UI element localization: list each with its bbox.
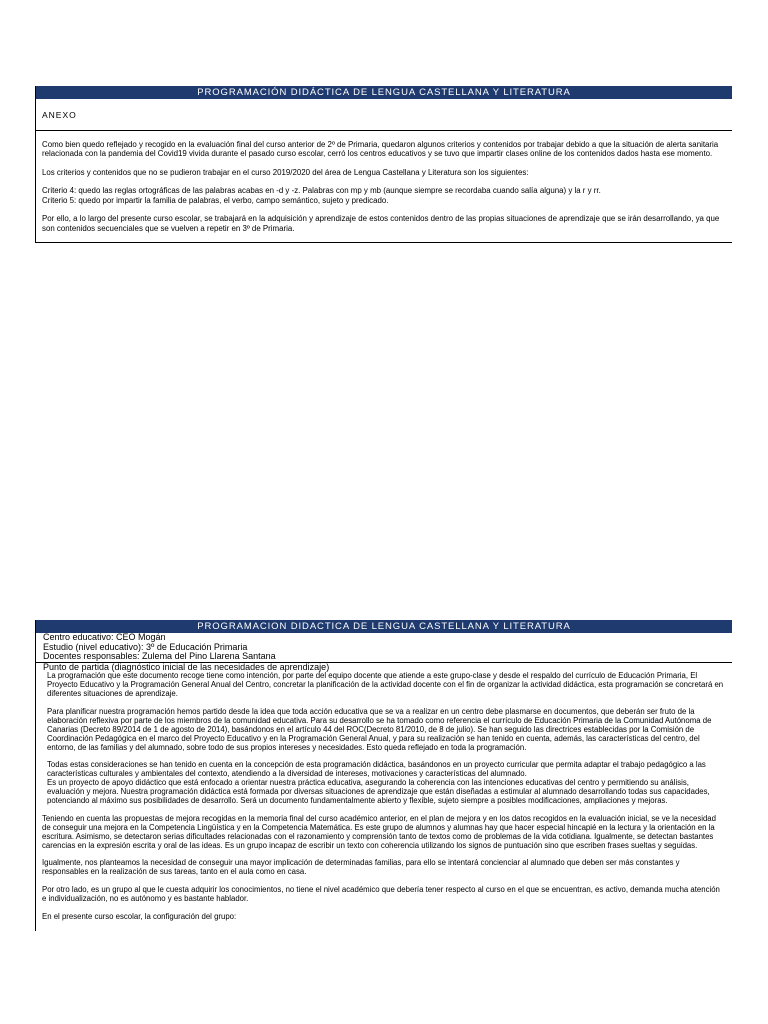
paragraph: La programación que este documento recoge tiene como intención, por parte del equipo docente que atiende a este grupo-clase y desde el respaldo del currículo de Educación Primaria, El Proyecto Educativo y la Programación General Anual del Centro, concretar la planificación de la actividad docente con el fin de organizar la actividad didáctica, esta programación se concretará en diferentes situaciones de aprendizaje.: [47, 671, 724, 699]
paragraph: Criterio 5: quedo por impartir la familia de palabras, el verbo, campo semántico, sujeto y predicado.: [42, 195, 389, 205]
paragraph: Teniendo en cuenta las propuestas de mejora recogidas en la memoria final del curso académico anterior, en el plan de mejora y en los datos recogidos en la evaluación inicial, se ve la necesidad de conseguir una mejora en la Competencia Lingüística y en la Competencia Matemática. Es este grupo de alumnos y alumnas hay que hacer especial hincapié en la lectura y la orientación en la escritura. Asimismo, se detectaron serias dificultades relacionadas con el razonamiento y comprensión tanto de textos como de problemas de la vida cotidiana. Igualmente, se detectan bastantes carencias en la expresión escrita y oral de las ideas. Es un grupo incapaz de escribir un texto con coherencia utilizando los signos de puntuación sino que escriben frases sueltas y seguidas.: [42, 813, 716, 850]
annex-body: [36, 131, 732, 243]
paragraph: Igualmente, nos planteamos la necesidad de conseguir una mayor implicación de determinadas familias, para ello se intentará concienciar al alumnado que deben ser más constantes y responsables en la realización de sus tareas, tanto en el aula como en casa.: [42, 858, 680, 877]
paragraph: Criterio 4: quedo las reglas ortográficas de las palabras acabas en -d y -z. Palabras con mp y mb (aunque siempre se recordaba cuando salía alguna) y la r y rr.: [42, 186, 601, 196]
education-level: Estudio (nivel educativo): 3º de Educación Primaria: [43, 641, 248, 652]
teachers: Docentes responsables: Zulema del Pino Llarena Santana: [43, 651, 276, 662]
paragraph: Como bien quedo reflejado y recogido en la evaluación final del curso anterior de 2º de Primaria, quedaron algunos criterios y contenidos por trabajar debido a que la situación de alerta sanitaria relacionada con la pandemia del Covid19 vivida durante el pasado curso escolar, cerró los centros educativos y se tuvo que impartir clases online de los contenidos dados hasta ese momento.: [42, 140, 719, 159]
starting-point-title: Punto de partida (diagnóstico inicial de las necesidades de aprendizaje): [43, 661, 330, 672]
paragraph: Todas estas consideraciones se han tenido en cuenta en la concepción de esta programación didáctica, basándonos en un proyecto curricular que permita adaptar el trabajo pedagógico a las características culturales y ambientales del contexto, atendiendo a la diversidad de intereses, motivaciones y características del alumnado.: [47, 760, 706, 779]
info-box: [36, 633, 732, 663]
annex-label: ANEXO: [36, 99, 732, 131]
program-section: [35, 620, 732, 931]
paragraph: Para planificar nuestra programación hemos partido desde la idea que toda acción educativa que se va a realizar en un centro debe plasmarse en documentos, que deberán ser fruto de la elaboración reflexiva por parte de los miembros de la comunidad educativa. Para su desarrollo se ha tomado como referencia el currículo de Educación Primaria de la Comunidad Autónoma de Canarias (Decreto 89/2014 de 1 de agosto de 2014), basándonos en el artículo 44 del ROC(Decreto 81/2010, de 8 de julio). Se han seguido las directrices establecidas por la Comisión de Coordinación Pedagógica en el marco del Proyecto Educativo y en la Programación General Anual, y para su realización se han tenido en cuenta, además, las características del centro, del entorno, de las familias y del alumnado, sobre todo de sus propios intereses y necesidades. Esto queda reflejado en toda la programación.: [47, 706, 712, 752]
paragraph: Los criterios y contenidos que no se pudieron trabajar en el curso 2019/2020 del área de Lengua Castellana y Literatura son los siguientes:: [42, 167, 529, 177]
section-header: PROGRAMACIÓN DIDÁCTICA DE LENGUA CASTELLANA Y LITERATURA: [36, 86, 732, 99]
section-header: PROGRAMACION DIDACTICA DE LENGUA CASTELLANA Y LITERATURA: [36, 620, 732, 633]
paragraph: Por otro lado, es un grupo al que le cuesta adquirir los conocimientos, no tiene el nivel académico que debería tener respecto al curso en el que se encuentran, es activo, demanda mucha atención e individualización, no es autónomo y es bastante hablador.: [42, 885, 720, 903]
center-name: Centro educativo: CEO Mogán: [43, 632, 166, 642]
paragraph: Es un proyecto de apoyo didáctico que está enfocado a orientar nuestra práctica educativa, asegurando la coherencia con las intenciones educativas del centro y permitiendo su análisis, evaluación y mejora. Nuestra programación didáctica está formada por diversas situaciones de aprendizaje que están diseñadas a estimular al alumnado desarrollando todas sus capacidades, potenciando al máximo sus posibilidades de desarrollo. Será un documento fundamentalmente abierto y flexible, sujeto siempre a posibles modificaciones, ampliaciones y mejoras.: [47, 778, 710, 806]
paragraph: En el presente curso escolar, la configuración del grupo:: [42, 911, 237, 921]
starting-point: [36, 663, 732, 922]
annex-section: [35, 86, 732, 243]
paragraph: Por ello, a lo largo del presente curso escolar, se trabajará en la adquisición y aprendizaje de estos contenidos dentro de las propias situaciones de aprendizaje que se irán desarrollando, ya que son contenidos secuenciales que se vuelven a repetir en 3º de Primaria.: [42, 214, 720, 233]
